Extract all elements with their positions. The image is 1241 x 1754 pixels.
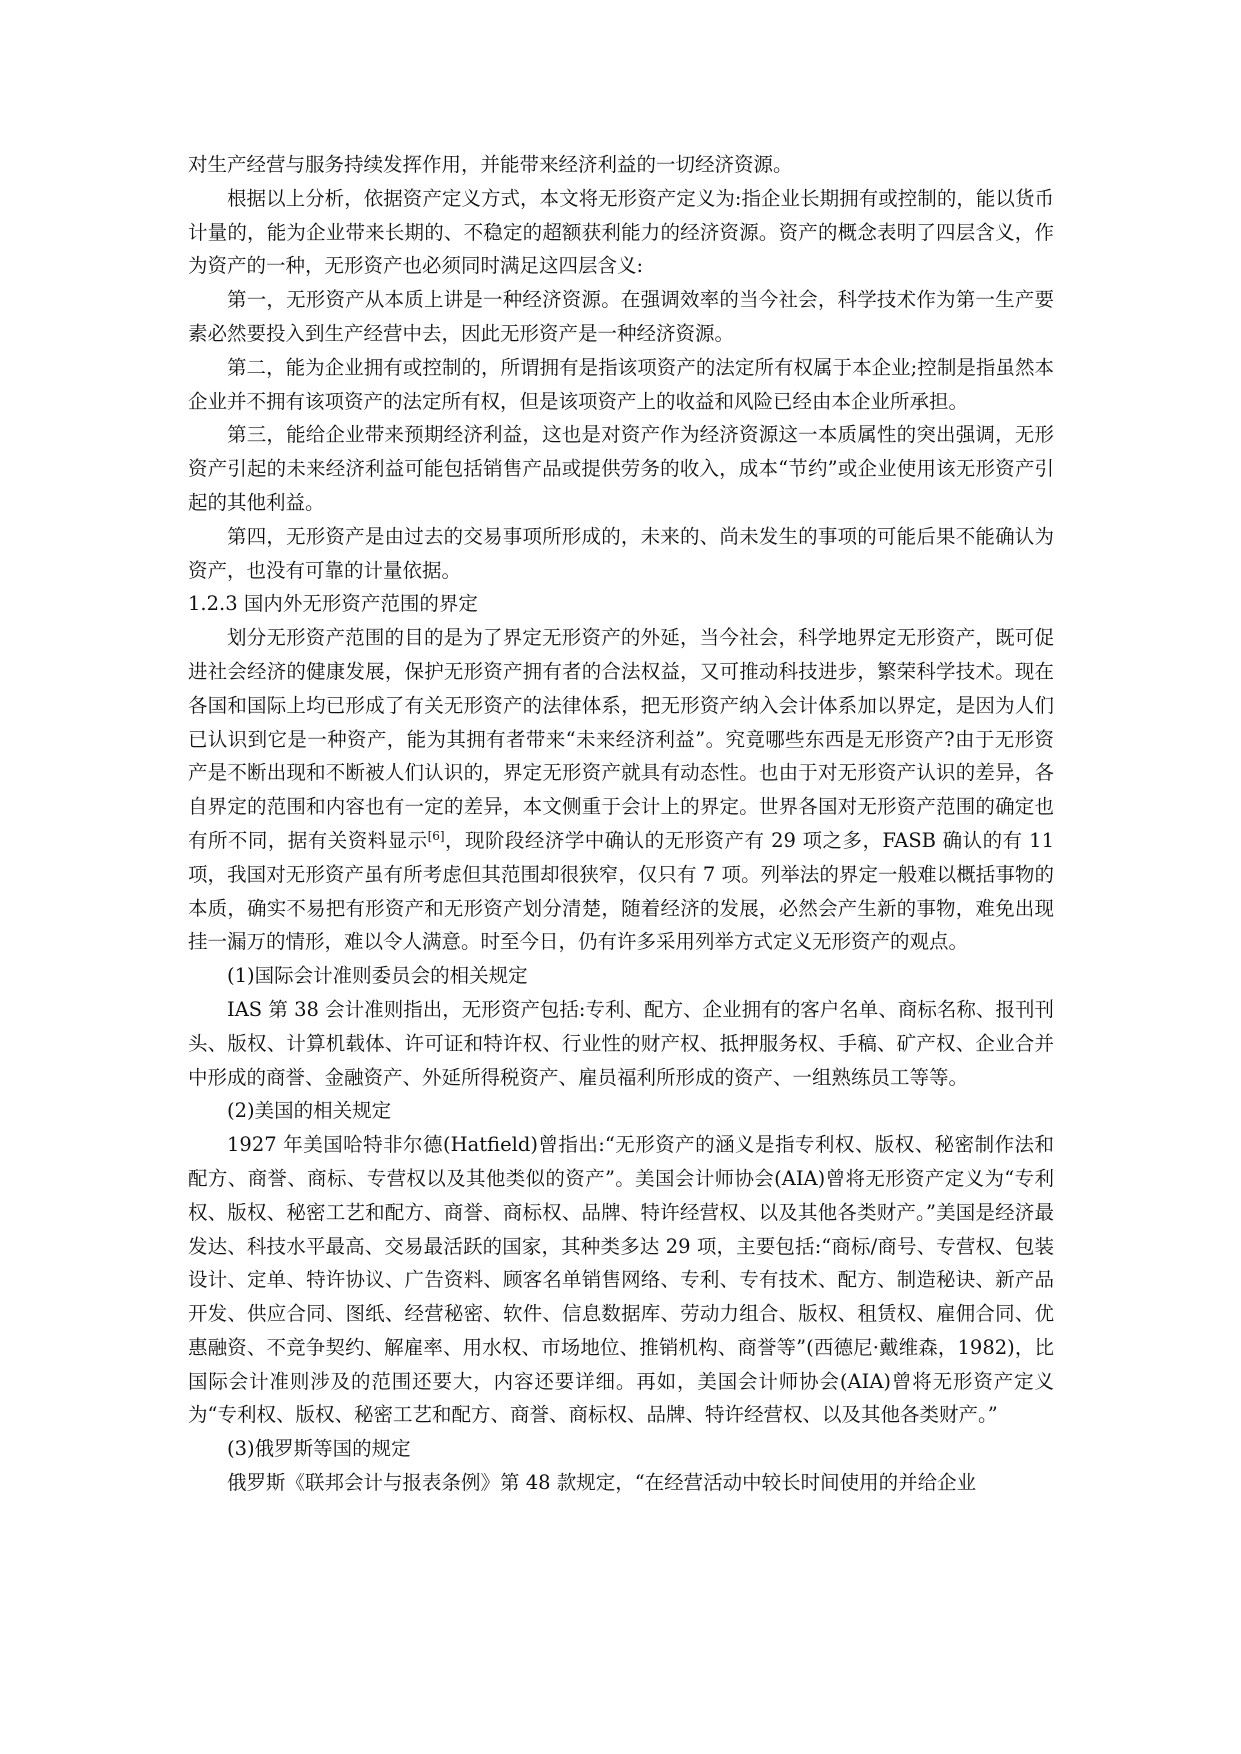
paragraph-scope <box>188 621 1054 959</box>
paragraph-point-two: 第二，能为企业拥有或控制的，所谓拥有是指该项资产的法定所有权属于本企业;控制是指虽然本企业并不拥有该项资产的法定所有权，但是该项资产上的收益和风险已经由本企业所承担。 <box>188 355 1054 413</box>
subheading-russia: (3)俄罗斯等国的规定 <box>227 1437 411 1461</box>
paragraph-scope-text-a: 划分无形资产范围的目的是为了界定无形资产的外延，当今社会，科学地界定无形资产，既可促进社会经济的健康发展，保护无形资产拥有者的合法权益，又可推动科技进步，繁荣科学技术。现在各国和国际上均已形成了有关无形资产的法律体系，把无形资产纳入会计体系加以界定，是因为人们已认识到它是一种资产，能为其拥有者带来“未来经济利益”。究竟哪些东西是无形资产?由于无形资产是不断出现和不断被人们认识的，界定无形资产就具有动态性。也由于对无形资产认识的差异，各自界定的范围和内容也有一定的差异，本文侧重于会计上的界定。世界各国对无形资产范围的确定也有所不同，据有关资料显示 <box>188 626 1054 852</box>
paragraph-russia: 俄罗斯《联邦会计与报表条例》第 48 款规定，“在经营活动中较长时间使用的并给企业 <box>227 1471 977 1495</box>
paragraph-point-four: 第四，无形资产是由过去的交易事项所形成的，未来的、尚未发生的事项的可能后果不能确认为资产，也没有可靠的计量依据。 <box>188 524 1054 582</box>
paragraph-scope-text-b: ，现阶段经济学中确认的无形资产有 29 项之多，FASB 确认的有 11 项，我国对无形资产虽有所考虑但其范围却很狭窄，仅只有 7 项。列举法的界定一般难以概括事物的本质，确实不易把有形资产和无形资产划分清楚，随着经济的发展，必然会产生新的事物，难免出现挂一漏万的情形，难以令人满意。时至今日，仍有许多采用列举方式定义无形资产的观点。 <box>188 828 1054 954</box>
paragraph-definition: 根据以上分析，依据资产定义方式，本文将无形资产定义为:指企业长期拥有或控制的，能以货币计量的，能为企业带来长期的、不稳定的超额获利能力的经济资源。资产的概念表明了四层含义，作为资产的一种，无形资产也必须同时满足这四层含义: <box>188 186 1054 278</box>
section-heading: 1.2.3 国内外无形资产范围的界定 <box>188 592 478 616</box>
paragraph-point-one: 第一，无形资产从本质上讲是一种经济资源。在强调效率的当今社会，科学技术作为第一生产要素必然要投入到生产经营中去，因此无形资产是一种经济资源。 <box>188 288 1054 345</box>
subheading-usa: (2)美国的相关规定 <box>227 1099 392 1123</box>
paragraph-ias: IAS 第 38 会计准则指出，无形资产包括:专利、配方、企业拥有的客户名单、商标名称、报刊刊头、版权、计算机载体、许可证和特许权、行业性的财产权、抵押服务权、手稿、矿产权、企业合并中形成的商誉、金融资产、外延所得税资产、雇员福利所形成的资产、一组熟练员工等等。 <box>188 997 1054 1089</box>
citation-reference[interactable]: [6] <box>427 828 445 843</box>
paragraph-point-three: 第三，能给企业带来预期经济利益，这也是对资产作为经济资源这一本质属性的突出强调，无形资产引起的未来经济利益可能包括销售产品或提供劳务的收入，成本“节约”或企业使用该无形资产引起的其他利益。 <box>188 423 1054 514</box>
paragraph-continuation: 对生产经营与服务持续发挥作用，并能带来经济利益的一切经济资源。 <box>188 153 793 176</box>
paragraph-usa: 1927 年美国哈特非尔德(Hatfield)曾指出:“无形资产的涵义是指专利权、版权、秘密制作法和配方、商誉、商标、专营权以及其他类似的资产”。美国会计师协会(AIA)曾将无形资产定义为“专利权、版权、秘密工艺和配方、商誉、商标权、品牌、特许经营权、以及其他各类财产。”美国是经济最发达、科技水平最高、交易最活跃的国家，其种类多达 29 项，主要包括:“商标/商号、专营权、包装设计、定单、特许协议、广告资料、顾客名单销售网络、专利、专有技术、配方、制造秘诀、新产品开发、供应合同、图纸、经营秘密、软件、信息数据库、劳动力组合、版权、租赁权、雇佣合同、优惠融资、不竞争契约、解雇率、用水权、市场地位、推销机构、商誉等”(西德尼·戴维森，1982)，比国际会计准则涉及的范围还要大，内容还要详细。再如，美国会计师协会(AIA)曾将无形资产定义为“专利权、版权、秘密工艺和配方、商誉、商标权、品牌、特许经营权、以及其他各类财产。” <box>188 1133 1054 1427</box>
document-body <box>188 148 1054 1500</box>
subheading-ias: (1)国际会计准则委员会的相关规定 <box>227 964 528 988</box>
